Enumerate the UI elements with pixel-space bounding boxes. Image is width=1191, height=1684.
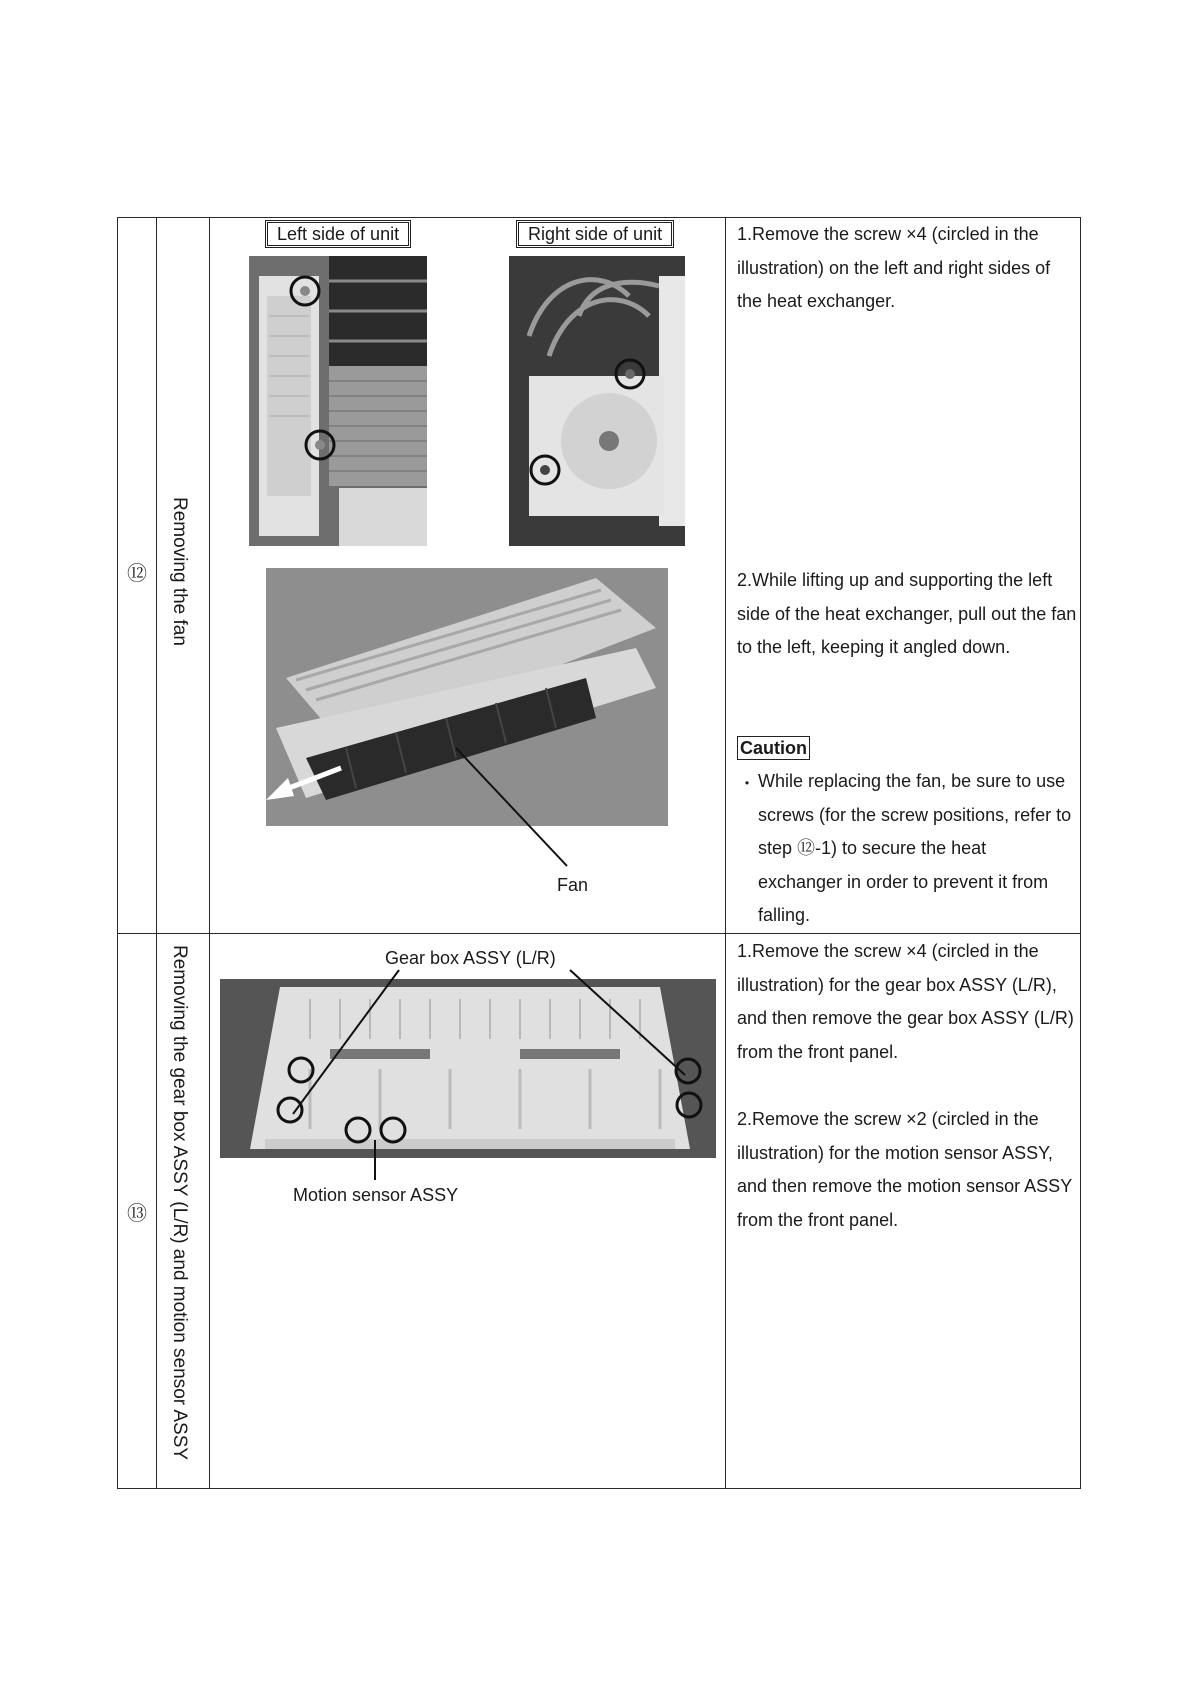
col-divider-title	[209, 217, 210, 1489]
table-bottom-border	[117, 1488, 1081, 1489]
caution-text: While replacing the fan, be sure to use screws (for the screw positions, refer to step ⑫-1) to secure the heat exchanger in order to prevent it from falling.	[758, 771, 1072, 926]
step-number: ⑬	[127, 1203, 147, 1225]
col-divider-image	[725, 217, 726, 1489]
step13-instruction-1: 1.Remove the screw ×4 (circled in the illustration) for the gear box ASSY (L/R), and then remove the gear box ASSY (L/R) from the front panel.	[737, 941, 1074, 1062]
left-side-label: Left side of unit	[265, 220, 411, 248]
step13-instruction-2: 2.Remove the screw ×2 (circled in the illustration) for the motion sensor ASSY, and then remove the motion sensor ASSY from the front panel.	[737, 1109, 1072, 1230]
step-title: Removing the fan	[169, 497, 190, 646]
step-number: ⑫	[127, 563, 147, 585]
front-panel-illustration	[220, 979, 716, 1158]
col-divider-number	[156, 217, 157, 1489]
caution-bullet: ・	[738, 774, 756, 794]
fan-photo	[266, 568, 668, 826]
left-side-photo	[249, 256, 427, 546]
front-panel-photo	[220, 979, 716, 1158]
left-side-illustration	[249, 256, 427, 546]
table-left-border	[117, 217, 118, 1489]
step-title: Removing the gear box ASSY (L/R) and motion sensor ASSY	[169, 945, 190, 1461]
row-divider	[117, 933, 1081, 934]
right-side-photo	[509, 256, 685, 546]
step12-instruction-2: 2.While lifting up and supporting the left side of the heat exchanger, pull out the fan to the left, keeping it angled down.	[737, 570, 1077, 658]
sensor-caption: Motion sensor ASSY	[293, 1185, 459, 1205]
gearbox-caption: Gear box ASSY (L/R)	[385, 948, 556, 968]
caution-label: Caution	[737, 736, 810, 760]
fan-illustration	[266, 568, 668, 826]
step12-instruction-1: 1.Remove the screw ×4 (circled in the illustration) on the left and right sides of the heat exchanger.	[737, 224, 1051, 312]
table-right-border	[1080, 217, 1081, 1489]
right-side-label: Right side of unit	[516, 220, 674, 248]
right-side-illustration	[509, 256, 685, 546]
fan-caption: Fan	[557, 875, 589, 895]
